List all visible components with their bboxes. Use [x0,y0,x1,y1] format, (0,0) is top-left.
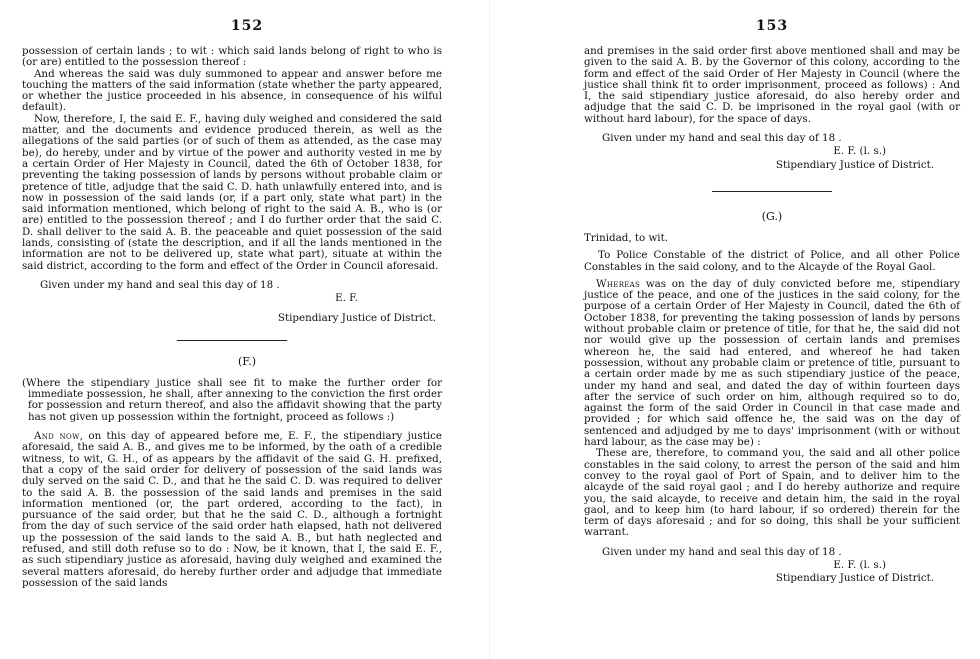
paragraph: Now, therefore, I, the said E. F., having duly weighed and considered the said matter, and the documents and evidence produced therein, as well as the allegations of the said parties (or of such of them as attended, as the case may be), do hereby, under and by virtue of the power and authority vested in me by a certain Order of Her Majesty in Council, dated the 6th of October 1838, for preventing the taking possession of lands by persons without probable claim or pretence of title, adjudge that the said C. D. hath unlawfully entered into, and is now in possession of the said lands (or, if a part only, state what part) in the said information mentioned, which belong of right to the said A. B., who is (or are) entitled to the possession thereof ; and I do further order that the said C. D. shall deliver to the said A. B. the peaceable and quiet possession of the said lands, consisting of (state the description, and if all the lands mentioned in the information are not to be delivered up, state what part), situate at within the said district, according to the form and effect of the Order in Council aforesaid. [22,112,442,272]
given-under-hand-line: Given under my hand and seal this day of 18 . [40,278,280,291]
given-under-hand-line: Given under my hand and seal this day of 18 . [602,132,842,145]
signer-initials: E. F. (l. s.) [833,558,886,571]
paragraph: These are, therefore, to command you, the said and all other police constables in the said colony, to arrest the person of the said and him convey to the royal gaol of Port of Spain, and to deliver him to the alcayde of the said royal gaol ; and I do hereby authorize and require you, the said alcayde, to receive and detain him, the said in the royal gaol, and to keep him (to hard labour, if so ordered) therein for the term of days aforesaid ; and for so doing, this shall be your sufficient warrant. [584,447,960,539]
paragraph: possession of certain lands ; to wit : which said lands belong of right to who is (or are) entitled to the possession thereof : [22,45,442,69]
paragraph [22,431,442,589]
lead-words: And now, [34,430,84,443]
signer-initials: E. F. (l. s.) [833,145,886,158]
paragraph-body: on this day of appeared before me, E. F., the stipendiary justice aforesaid, the said A. B., and gives me to be informed, by the oath of a credible witness, to wit, G. H., of as appears by the affidavit of the said G. H. prefixed, that a copy of the said order for delivery of possession of the said lands was duly served on the said C. D., and that he the said C. D. was required to deliver to the said A. B. the possession of the said lands and premises in the said information mentioned (or, the part ordered, according to the fact), in pursuance of the said order, but that he the said C. D., although a fortnight from the day of such service of the said order hath elapsed, hath not delivered up the possession of the said lands to the said A. B., but hath neglected and refused, and still doth refuse so to do : Now, be it known, that I, the said E. F., as such stipendiary justice as aforesaid, having duly weighed and examined the several matters aforesaid, do hereby further order and adjudge that immediate possession of the said lands [22,430,442,589]
section-divider [177,340,287,341]
signer-title: Stipendiary Justice of District. [775,572,934,585]
page-number: 152 [230,18,264,34]
paragraph: And whereas the said was duly summoned to appear and answer before me touching the matters of the said information (state whether the party appeared, or whether the justice proceeded in his absence, in consequence of his wilful default). [22,67,442,114]
right-page [490,0,980,659]
paragraph-body: was on the day of duly convicted before me, stipendiary justice of the peace, and one of the justices in the said colony, for the purpose of a certain Order of Her Majesty in Council, dated the 6th of October 1838, for preventing the taking possession of lands by persons without probable claim or pretence of title, for that he, the said did not nor would give up the possession of certain lands and premises whereon he, the said had entered, and whereof he had taken possession, without any probable claim or pretence of title, pursuant to a certain order made by me as such stipendiary justice of the peace, under my hand and seal, and dated the day of within fourteen days after the service of such order on him, although required so to do, against the form of the said Order in Council in that case made and provided ; for which said offence he, the said was on the day of sentenced and adjudged by me to days' imprisonment (with or without hard labour, as the case may be) : [584,277,960,449]
section-heading: (G.) [761,209,783,223]
place-line: Trinidad, to wit. [584,231,669,244]
signer-title: Stipendiary Justice of District. [277,311,436,324]
signer-initials: E. F. [335,292,358,305]
instruction-note: (Where the stipendiary justice shall see fit to make the further order for immediate possession, he shall, after annexing to the conviction the first order for possession and return thereof, and also the affidavit showing that the party has not given up possession within the fortnight, proceed as follows :) [22,376,442,423]
page-number: 153 [755,18,789,34]
signer-title: Stipendiary Justice of District. [775,158,934,171]
address-line: To Police Constable of the district of Police, and all other Police Constables in the said colony, and to the Alcayde of the Royal Gaol. [584,249,960,273]
paragraph [584,279,960,448]
given-under-hand-line: Given under my hand and seal this day of 18 . [602,545,842,558]
section-divider [712,191,832,192]
lead-words: Whereas [596,277,641,290]
section-heading: (F.) [238,354,256,368]
paragraph: and premises in the said order first above mentioned shall and may be given to the said A. B. by the Governor of this colony, according to the form and effect of the said Order of Her Majesty in Council (where the justice shall think fit to order imprisonment, proceed as follows) : And I, the said stipendiary justice aforesaid, do also hereby order and adjudge that the said C. D. be imprisoned in the royal gaol (with or without hard labour), for the space of days. [584,45,960,125]
